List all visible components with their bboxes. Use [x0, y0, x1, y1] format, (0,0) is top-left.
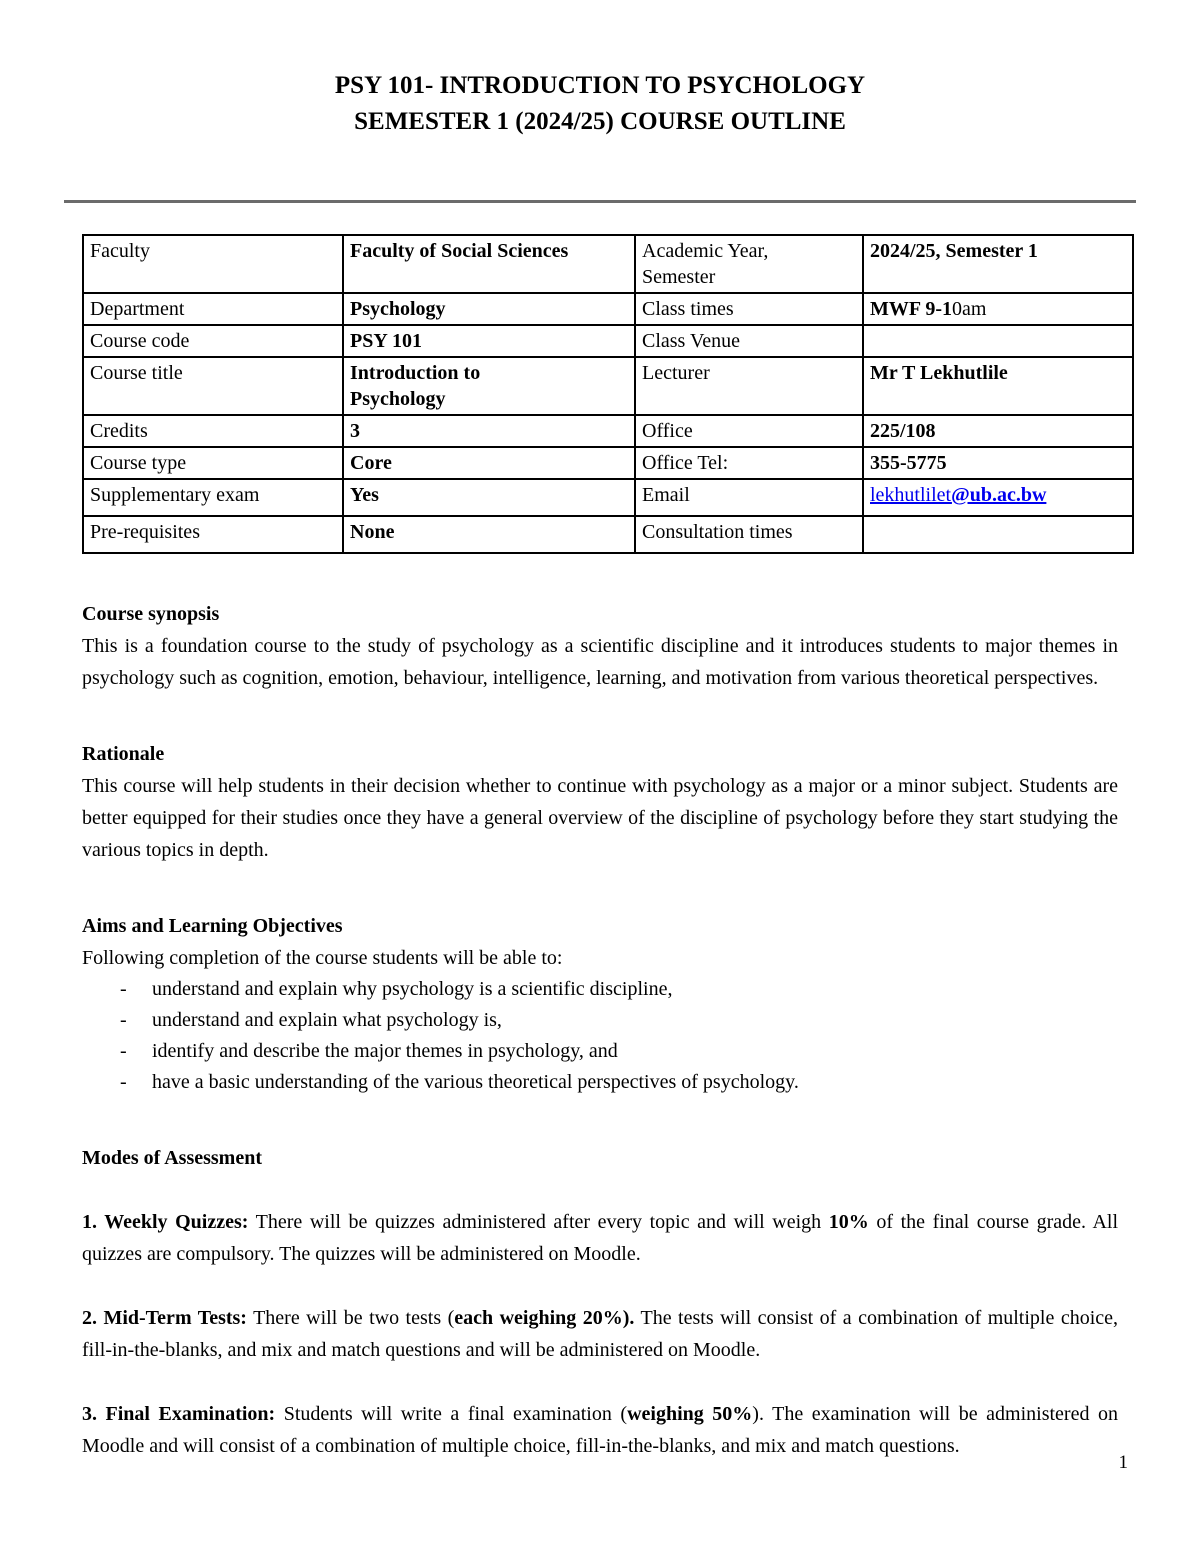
- class-times-label: Class times: [635, 293, 863, 325]
- weekly-quizzes-text: There will be quizzes administered after every topic and will weigh: [248, 1211, 829, 1233]
- weekly-quizzes-paragraph: [82, 1206, 1118, 1270]
- email-link[interactable]: [870, 484, 1046, 506]
- hyphen-bullet: -: [120, 1009, 127, 1031]
- lecturer-label: Lecturer: [635, 357, 863, 415]
- course-title-value: Introduction to Psychology: [343, 357, 635, 415]
- faculty-value: Faculty of Social Sciences: [343, 235, 635, 293]
- supplementary-exam-value: Yes: [343, 479, 635, 516]
- hyphen-bullet: -: [120, 978, 127, 1000]
- table-row: [83, 325, 1133, 357]
- academic-year-value: 2024/25, Semester 1: [863, 235, 1133, 293]
- pre-requisites-label: Pre-requisites: [83, 516, 343, 553]
- table-row: [83, 235, 1133, 293]
- department-value: Psychology: [343, 293, 635, 325]
- final-examination-text: Students will write a final examination (: [275, 1403, 628, 1425]
- weekly-quizzes-label: 1. Weekly Quizzes:: [82, 1211, 249, 1233]
- class-venue-value: [863, 325, 1133, 357]
- weekly-quizzes-text-end: of the final course grade. All quizzes are compulsory. The quizzes will be administered on Moodle.: [82, 1211, 1119, 1265]
- list-item: [82, 1005, 1118, 1036]
- objectives-list: [82, 974, 1118, 1098]
- mid-term-tests-text-end: The tests will consist of a combination of multiple choice, fill-in-the-blanks, and mix and match questions and will be administered on Moodle.: [82, 1307, 1119, 1361]
- final-examination-weight: weighing 50%: [627, 1403, 753, 1425]
- office-tel-value: 355-5775: [863, 447, 1133, 479]
- rationale-paragraph: This course will help students in their decision whether to continue with psychology as a major or a minor subject. Students are better equipped for their studies once they have a general overview of the discipline of psychology before they start studying the various topics in depth.: [82, 775, 1118, 861]
- table-row: [83, 447, 1133, 479]
- mid-term-tests-weight: each weighing 20%).: [454, 1307, 635, 1329]
- course-code-value: PSY 101: [343, 325, 635, 357]
- credits-label: Credits: [83, 415, 343, 447]
- mid-term-tests-text: There will be two tests (: [246, 1307, 455, 1329]
- objective-text: understand and explain what psychology is,: [152, 1009, 502, 1031]
- class-times-value: [863, 293, 1133, 325]
- pre-requisites-value: None: [343, 516, 635, 553]
- horizontal-rule: [64, 200, 1136, 203]
- class-times-rest: 0am: [952, 298, 987, 320]
- list-item: [82, 1067, 1118, 1098]
- course-type-label: Course type: [83, 447, 343, 479]
- class-venue-label: Class Venue: [635, 325, 863, 357]
- mid-term-tests-label: 2. Mid-Term Tests:: [82, 1307, 247, 1329]
- faculty-label: Faculty: [83, 235, 343, 293]
- title-line-1: PSY 101- INTRODUCTION TO PSYCHOLOGY: [334, 72, 866, 99]
- list-item: [82, 1036, 1118, 1067]
- course-code-label: Course code: [83, 325, 343, 357]
- credits-value: 3: [343, 415, 635, 447]
- objective-text: have a basic understanding of the various theoretical perspectives of psychology.: [152, 1071, 799, 1093]
- office-tel-label: Office Tel:: [635, 447, 863, 479]
- course-synopsis-heading: Course synopsis: [82, 603, 220, 625]
- final-examination-text-end: ). The examination will be administered on Moodle and will consist of a combination of multiple choice, fill-in-the-blanks, and mix and match questions.: [82, 1403, 1118, 1457]
- final-examination-label: 3. Final Examination:: [82, 1403, 276, 1425]
- page-number: 1: [1118, 1452, 1128, 1473]
- email-label: Email: [635, 479, 863, 516]
- objective-text: identify and describe the major themes in psychology, and: [152, 1040, 618, 1062]
- course-synopsis-paragraph: This is a foundation course to the study of psychology as a scientific discipline and it introduces students to major themes in psychology such as cognition, emotion, behaviour, intelligence, learning, and motivation from various theoretical perspectives.: [82, 635, 1118, 689]
- hyphen-bullet: -: [120, 1071, 127, 1093]
- consultation-times-value: [863, 516, 1133, 553]
- objective-text: understand and explain why psychology is a scientific discipline,: [152, 978, 673, 1000]
- modes-of-assessment-heading: Modes of Assessment: [82, 1147, 262, 1169]
- title-line-2: SEMESTER 1 (2024/25) COURSE OUTLINE: [354, 108, 846, 135]
- consultation-times-label: Consultation times: [635, 516, 863, 553]
- aims-heading: Aims and Learning Objectives: [82, 915, 343, 937]
- mid-term-tests-paragraph: [82, 1302, 1118, 1366]
- office-value: 225/108: [863, 415, 1133, 447]
- weekly-quizzes-weight: 10%: [828, 1211, 869, 1233]
- supplementary-exam-label: Supplementary exam: [83, 479, 343, 516]
- class-times-bold: MWF 9-1: [870, 298, 953, 320]
- department-label: Department: [83, 293, 343, 325]
- table-row: [83, 479, 1133, 516]
- email-link-domain: @ub.ac.bw: [951, 484, 1047, 506]
- course-type-value: Core: [343, 447, 635, 479]
- table-row: [83, 516, 1133, 553]
- table-row: [83, 293, 1133, 325]
- office-label: Office: [635, 415, 863, 447]
- list-item: [82, 974, 1118, 1005]
- final-examination-paragraph: [82, 1398, 1118, 1462]
- course-title-label: Course title: [83, 357, 343, 415]
- table-row: [83, 415, 1133, 447]
- email-link-user: lekhutlilet: [870, 484, 952, 506]
- aims-intro: Following completion of the course students will be able to:: [82, 947, 563, 969]
- hyphen-bullet: -: [120, 1040, 127, 1062]
- course-info-table: [82, 234, 1134, 554]
- lecturer-value: Mr T Lekhutlile: [863, 357, 1133, 415]
- academic-year-label: Academic Year, Semester: [635, 235, 863, 293]
- rationale-heading: Rationale: [82, 743, 165, 765]
- email-value: [863, 479, 1133, 516]
- document-title: [82, 0, 1118, 140]
- table-row: [83, 357, 1133, 415]
